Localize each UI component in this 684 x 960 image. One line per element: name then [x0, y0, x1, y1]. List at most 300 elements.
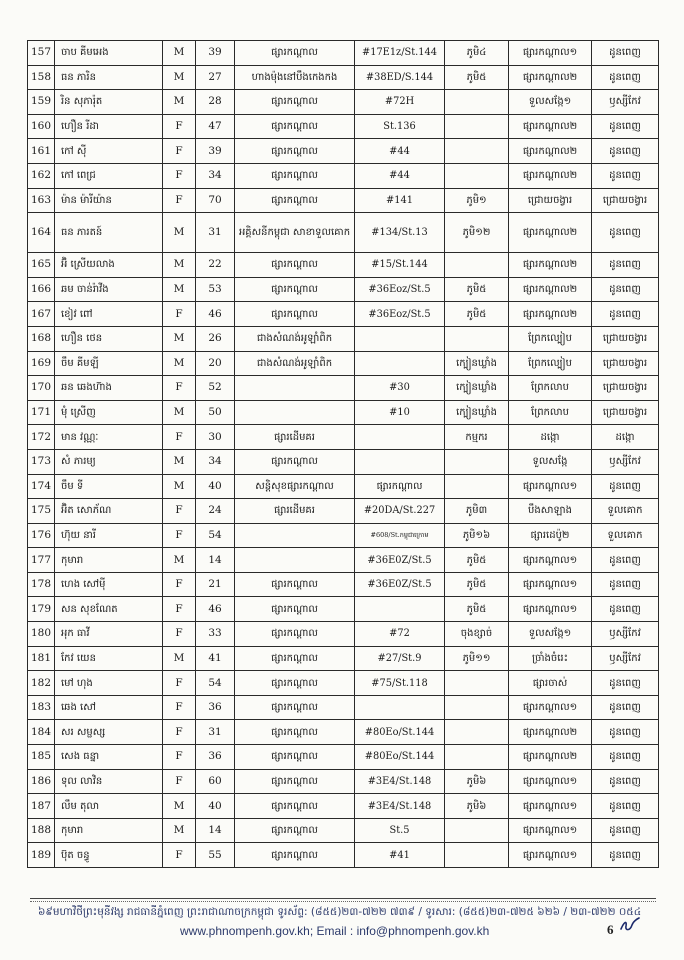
occupation-cell: ផ្សារកណ្ដាល [235, 572, 355, 597]
village-cell: ភូមិ១២ [445, 213, 509, 253]
village-cell: ភូមិ៦ [445, 794, 509, 819]
occupation-cell: ផ្សារកណ្ដាល [235, 622, 355, 647]
age-cell: 55 [196, 843, 235, 868]
sex-cell: M [163, 65, 196, 90]
district-cell: ដូនពេញ [592, 139, 659, 164]
village-cell [445, 163, 509, 188]
table-row [28, 163, 659, 188]
house-address-cell: #3E4/St.148 [355, 794, 445, 819]
person-name-cell: កុមារា [55, 548, 163, 573]
table-row [28, 597, 659, 622]
row-number-cell: 179 [28, 597, 55, 622]
village-cell [445, 90, 509, 115]
table-row [28, 400, 659, 425]
house-address-cell: #36Eoz/St.5 [355, 277, 445, 302]
commune-cell: ផ្សារកណ្ដាល២ [509, 139, 592, 164]
house-address-cell: #141 [355, 188, 445, 213]
occupation-cell [235, 400, 355, 425]
district-cell: ទួលគោក [592, 523, 659, 548]
person-name-cell: សំ ភារម្យ [55, 449, 163, 474]
village-cell [445, 253, 509, 278]
commune-cell: ផ្សារកណ្ដាល១ [509, 474, 592, 499]
table-row [28, 523, 659, 548]
footer-address: ៦៩មហាវិថីព្រះមុនីវង្ស រាជធានីភ្នំពេញ ព្រះរាជាណាចក្រកម្ពុជា ទូរស័ព្ទ: (៨៥៥)២៣-៧២២ ៧៣៩ / ទូរសារ: (៨៥៥)២៣-៧២៥ ៦២៦ / ២៣-៧២២ ០៥៤ [38, 906, 642, 918]
occupation-cell [235, 523, 355, 548]
district-cell: ជ្រោយចង្វារ [592, 351, 659, 376]
table-row [28, 843, 659, 868]
village-cell: ភូមិ៥ [445, 548, 509, 573]
table-row [28, 351, 659, 376]
footer-divider-dotted [30, 901, 656, 902]
table-row [28, 90, 659, 115]
village-cell [445, 818, 509, 843]
age-cell: 33 [196, 622, 235, 647]
age-cell: 21 [196, 572, 235, 597]
initials-mark-icon [618, 916, 642, 934]
age-cell: 40 [196, 474, 235, 499]
commune-cell: ព្រែកល្បៀប [509, 351, 592, 376]
commune-cell: ច្រាំងចំរេះ [509, 646, 592, 671]
sex-cell: F [163, 745, 196, 770]
village-cell [445, 671, 509, 696]
occupation-cell: ផ្សារកណ្ដាល [235, 745, 355, 770]
district-cell: ជ្រោយចង្វារ [592, 400, 659, 425]
sex-cell: M [163, 794, 196, 819]
occupation-cell: ផ្សារកណ្ដាល [235, 139, 355, 164]
district-cell: ដូនពេញ [592, 843, 659, 868]
occupation-cell: ផ្សារកណ្ដាល [235, 695, 355, 720]
footer-email-link[interactable]: info@phnompenh.gov.kh [356, 924, 490, 938]
sex-cell: M [163, 818, 196, 843]
village-cell: ក្បៀនឃ្លាំង [445, 351, 509, 376]
district-cell: ដូនពេញ [592, 277, 659, 302]
commune-cell: ផ្សារកណ្ដាល២ [509, 720, 592, 745]
table-row [28, 474, 659, 499]
age-cell: 14 [196, 818, 235, 843]
occupation-cell: ផ្សារកណ្ដាល [235, 720, 355, 745]
age-cell: 34 [196, 163, 235, 188]
table-row [28, 572, 659, 597]
sex-cell: F [163, 499, 196, 524]
age-cell: 41 [196, 646, 235, 671]
occupation-cell: ផ្សារកណ្ដាល [235, 769, 355, 794]
table-row [28, 302, 659, 327]
occupation-cell: ផ្សារកណ្ដាល [235, 449, 355, 474]
row-number-cell: 174 [28, 474, 55, 499]
district-cell: ជ្រោយចង្វារ [592, 188, 659, 213]
commune-cell: ផ្សារចាស់ [509, 671, 592, 696]
district-cell: ដង្កោ [592, 425, 659, 450]
commune-cell: ដង្កោ [509, 425, 592, 450]
sex-cell: F [163, 695, 196, 720]
commune-cell: ផ្សារកណ្ដាល១ [509, 794, 592, 819]
person-name-cell: មាន វណ្ណៈ [55, 425, 163, 450]
age-cell: 14 [196, 548, 235, 573]
person-name-cell: ធន ភារតន៍ [55, 213, 163, 253]
house-address-cell: #36E0Z/St.5 [355, 548, 445, 573]
person-name-cell: ចាប គីមអេង [55, 41, 163, 66]
sex-cell: F [163, 572, 196, 597]
person-name-cell: ចឹម គីមឡី [55, 351, 163, 376]
age-cell: 52 [196, 376, 235, 401]
village-cell: ភូមិ១៦ [445, 523, 509, 548]
sex-cell: F [163, 769, 196, 794]
district-cell: ដូនពេញ [592, 548, 659, 573]
table-row [28, 818, 659, 843]
person-name-cell: ធន ភារិន [55, 65, 163, 90]
table-row [28, 720, 659, 745]
house-address-cell: #36Eoz/St.5 [355, 302, 445, 327]
village-cell [445, 695, 509, 720]
occupation-cell: អគ្គិសនីកម្ពុជា សាខាទួលគោក [235, 213, 355, 253]
commune-cell: ផ្សារកណ្ដាល១ [509, 41, 592, 66]
table-row [28, 769, 659, 794]
house-address-cell [355, 695, 445, 720]
row-number-cell: 186 [28, 769, 55, 794]
district-cell: ទួលគោក [592, 499, 659, 524]
row-number-cell: 163 [28, 188, 55, 213]
house-address-cell [355, 326, 445, 351]
commune-cell: ផ្សារកណ្ដាល២ [509, 65, 592, 90]
village-cell: ភូមិ៣ [445, 499, 509, 524]
house-address-cell: #72H [355, 90, 445, 115]
village-cell: ភូមិ៤ [445, 41, 509, 66]
person-name-cell: កៅ ស៊ី [55, 139, 163, 164]
district-cell: ដូនពេញ [592, 302, 659, 327]
occupation-cell: ផ្សារដើមគរ [235, 499, 355, 524]
commune-cell: ផ្សារកណ្ដាល២ [509, 745, 592, 770]
district-cell: ដូនពេញ [592, 474, 659, 499]
footer-contact: www.phnompenh.gov.kh; Email : info@phnompenh.gov.kh [180, 924, 490, 938]
person-name-cell: ម៉ាន ម៉ារីយ៉ាន [55, 188, 163, 213]
row-number-cell: 188 [28, 818, 55, 843]
age-cell: 34 [196, 449, 235, 474]
house-address-cell [355, 597, 445, 622]
commune-cell: ផ្សារកណ្ដាល១ [509, 769, 592, 794]
occupation-cell: សន្តិសុខផ្សារកណ្ដាល [235, 474, 355, 499]
footer-email-label: Email : [316, 924, 354, 938]
house-address-cell: #38ED/S.144 [355, 65, 445, 90]
commune-cell: ផ្សារកណ្ដាល២ [509, 163, 592, 188]
age-cell: 30 [196, 425, 235, 450]
village-cell: ភូមិ៥ [445, 302, 509, 327]
table-row [28, 41, 659, 66]
row-number-cell: 172 [28, 425, 55, 450]
age-cell: 26 [196, 326, 235, 351]
house-address-cell: #80Eo/St.144 [355, 720, 445, 745]
row-number-cell: 166 [28, 277, 55, 302]
village-cell: ភូមិ១១ [445, 646, 509, 671]
row-number-cell: 167 [28, 302, 55, 327]
row-number-cell: 183 [28, 695, 55, 720]
table-row [28, 745, 659, 770]
row-number-cell: 182 [28, 671, 55, 696]
occupation-cell: ផ្សារកណ្ដាល [235, 597, 355, 622]
sex-cell: M [163, 646, 196, 671]
age-cell: 22 [196, 253, 235, 278]
occupation-cell: ផ្សារកណ្ដាល [235, 671, 355, 696]
age-cell: 50 [196, 400, 235, 425]
age-cell: 31 [196, 213, 235, 253]
row-number-cell: 159 [28, 90, 55, 115]
house-address-cell: #134/St.13 [355, 213, 445, 253]
table-row [28, 794, 659, 819]
district-cell: ដូនពេញ [592, 671, 659, 696]
person-name-cell: លឹម តុលា [55, 794, 163, 819]
table-row [28, 213, 659, 253]
age-cell: 28 [196, 90, 235, 115]
district-cell: ដូនពេញ [592, 213, 659, 253]
village-cell: ភូមិ៥ [445, 572, 509, 597]
row-number-cell: 162 [28, 163, 55, 188]
occupation-cell: ហាងម៉ុងនៅបឹងកេងកង [235, 65, 355, 90]
age-cell: 46 [196, 302, 235, 327]
table-row [28, 139, 659, 164]
village-cell [445, 114, 509, 139]
table-row [28, 622, 659, 647]
row-number-cell: 158 [28, 65, 55, 90]
row-number-cell: 181 [28, 646, 55, 671]
district-cell: ដូនពេញ [592, 769, 659, 794]
occupation-cell: ផ្សារកណ្ដាល [235, 794, 355, 819]
district-cell: ដូនពេញ [592, 745, 659, 770]
person-name-cell: មុំ ស្រេីញ [55, 400, 163, 425]
sex-cell: M [163, 277, 196, 302]
sex-cell: F [163, 188, 196, 213]
table-body [28, 41, 659, 868]
person-name-cell: សេង ធន្នា [55, 745, 163, 770]
village-cell [445, 139, 509, 164]
district-cell: ឫស្សីកែវ [592, 90, 659, 115]
occupation-cell: ផ្សារកណ្ដាល [235, 277, 355, 302]
person-name-cell: រិន សុភារ៉ុត [55, 90, 163, 115]
age-cell: 54 [196, 523, 235, 548]
village-cell: ភូមិ៥ [445, 597, 509, 622]
sex-cell: F [163, 523, 196, 548]
sex-cell: F [163, 302, 196, 327]
row-number-cell: 184 [28, 720, 55, 745]
commune-cell: ព្រែកលាប [509, 376, 592, 401]
house-address-cell: #10 [355, 400, 445, 425]
row-number-cell: 168 [28, 326, 55, 351]
house-address-cell: ផ្សារកណ្ដាល [355, 474, 445, 499]
table-row [28, 499, 659, 524]
village-cell: ក្បៀនឃ្លាំង [445, 376, 509, 401]
sex-cell: F [163, 622, 196, 647]
row-number-cell: 187 [28, 794, 55, 819]
sex-cell: F [163, 139, 196, 164]
district-cell: ជ្រោយចង្វារ [592, 376, 659, 401]
occupation-cell: ផ្សារដើមគរ [235, 425, 355, 450]
district-cell: ដូនពេញ [592, 114, 659, 139]
house-address-cell: #36E0Z/St.5 [355, 572, 445, 597]
age-cell: 36 [196, 695, 235, 720]
house-address-cell: #75/St.118 [355, 671, 445, 696]
footer-website-link[interactable]: www.phnompenh.gov.kh [180, 924, 310, 938]
person-name-cell: សន សុខណែត [55, 597, 163, 622]
row-number-cell: 160 [28, 114, 55, 139]
row-number-cell: 189 [28, 843, 55, 868]
sex-cell: F [163, 425, 196, 450]
sex-cell: F [163, 720, 196, 745]
occupation-cell: ផ្សារកណ្ដាល [235, 302, 355, 327]
person-name-cell: មៅ ហុង [55, 671, 163, 696]
commune-cell: ទួលសង្កែ [509, 449, 592, 474]
table-row [28, 425, 659, 450]
row-number-cell: 169 [28, 351, 55, 376]
house-address-cell: #27/St.9 [355, 646, 445, 671]
sex-cell: M [163, 474, 196, 499]
table-row [28, 548, 659, 573]
house-address-cell [355, 449, 445, 474]
age-cell: 70 [196, 188, 235, 213]
age-cell: 46 [196, 597, 235, 622]
commune-cell: ផ្សារកណ្ដាល២ [509, 277, 592, 302]
commune-cell: ផ្សារកណ្ដាល២ [509, 213, 592, 253]
table-row [28, 449, 659, 474]
footer-divider [30, 898, 656, 899]
district-cell: ឫស្សីកែវ [592, 646, 659, 671]
commune-cell: ផ្សារដេប៉ូ២ [509, 523, 592, 548]
sex-cell: M [163, 213, 196, 253]
row-number-cell: 176 [28, 523, 55, 548]
table-row [28, 188, 659, 213]
age-cell: 47 [196, 114, 235, 139]
district-cell: ឫស្សីកែវ [592, 622, 659, 647]
row-number-cell: 178 [28, 572, 55, 597]
house-address-cell: #80Eo/St.144 [355, 745, 445, 770]
age-cell: 20 [196, 351, 235, 376]
row-number-cell: 161 [28, 139, 55, 164]
district-cell: ដូនពេញ [592, 720, 659, 745]
house-address-cell: #30 [355, 376, 445, 401]
house-address-cell: #44 [355, 163, 445, 188]
occupation-cell: ផ្សារកណ្ដាល [235, 188, 355, 213]
village-cell [445, 449, 509, 474]
village-cell [445, 474, 509, 499]
occupation-cell [235, 376, 355, 401]
house-address-cell [355, 425, 445, 450]
sex-cell: F [163, 843, 196, 868]
occupation-cell [235, 548, 355, 573]
district-cell: ដូនពេញ [592, 794, 659, 819]
district-cell: ដូនពេញ [592, 695, 659, 720]
age-cell: 24 [196, 499, 235, 524]
person-name-cell: ទុល លាវិន [55, 769, 163, 794]
village-cell: ចុងខ្សាច់ [445, 622, 509, 647]
commune-cell: ផ្សារកណ្ដាល១ [509, 695, 592, 720]
occupation-cell: ផ្សារកណ្ដាល [235, 646, 355, 671]
village-cell [445, 720, 509, 745]
commune-cell: ផ្សារកណ្ដាល១ [509, 597, 592, 622]
table-row [28, 326, 659, 351]
sex-cell: M [163, 351, 196, 376]
age-cell: 27 [196, 65, 235, 90]
district-cell: ដូនពេញ [592, 65, 659, 90]
commune-cell: ទួលសង្កែ១ [509, 90, 592, 115]
person-name-cell: ហ៊ុយ នារី [55, 523, 163, 548]
house-address-cell: #41 [355, 843, 445, 868]
district-cell: ដូនពេញ [592, 253, 659, 278]
sex-cell: M [163, 326, 196, 351]
person-name-cell: ហេង សៅម៉ី [55, 572, 163, 597]
person-name-cell: ចឹម ទី [55, 474, 163, 499]
sex-cell: F [163, 163, 196, 188]
person-name-cell: សរ សម្ផស្ស [55, 720, 163, 745]
occupation-cell: ផ្សារកណ្ដាល [235, 818, 355, 843]
row-number-cell: 185 [28, 745, 55, 770]
row-number-cell: 180 [28, 622, 55, 647]
person-name-cell: ឆន ឆេងហ៊ាង [55, 376, 163, 401]
occupation-cell: ជាងសំណង់អូឡាំពិក [235, 351, 355, 376]
person-name-cell: ខៀវ ពៅ [55, 302, 163, 327]
commune-cell: ផ្សារកណ្ដាល២ [509, 253, 592, 278]
commune-cell: ជ្រោយចង្វារ [509, 188, 592, 213]
age-cell: 54 [196, 671, 235, 696]
person-name-cell: ឆម ចាន់រ៉ាវីង [55, 277, 163, 302]
row-number-cell: 157 [28, 41, 55, 66]
village-cell: ភូមិ១ [445, 188, 509, 213]
district-cell: ឫស្សីកែវ [592, 449, 659, 474]
occupation-cell: ផ្សារកណ្ដាល [235, 843, 355, 868]
row-number-cell: 175 [28, 499, 55, 524]
table-row [28, 695, 659, 720]
sex-cell: M [163, 449, 196, 474]
house-address-cell [355, 351, 445, 376]
table-row [28, 646, 659, 671]
district-cell: ដូនពេញ [592, 163, 659, 188]
district-cell: ដូនពេញ [592, 818, 659, 843]
age-cell: 60 [196, 769, 235, 794]
village-cell [445, 326, 509, 351]
commune-cell: ផ្សារកណ្ដាល១ [509, 548, 592, 573]
age-cell: 53 [196, 277, 235, 302]
person-name-cell: ហឿន ថេន [55, 326, 163, 351]
house-address-cell: #15/St.144 [355, 253, 445, 278]
district-cell: ដូនពេញ [592, 597, 659, 622]
commune-cell: ផ្សារកណ្ដាល២ [509, 114, 592, 139]
occupation-cell: ផ្សារកណ្ដាល [235, 114, 355, 139]
village-cell [445, 745, 509, 770]
occupation-cell: ផ្សារកណ្ដាល [235, 163, 355, 188]
house-address-cell: #20DA/St.227 [355, 499, 445, 524]
district-cell: ដូនពេញ [592, 572, 659, 597]
row-number-cell: 177 [28, 548, 55, 573]
table-row [28, 376, 659, 401]
row-number-cell: 164 [28, 213, 55, 253]
occupation-cell: ផ្សារកណ្ដាល [235, 41, 355, 66]
house-address-cell: #608/St.កម្ពុជាក្រោម [355, 523, 445, 548]
village-cell: ក្បៀនឃ្លាំង [445, 400, 509, 425]
person-name-cell: អ៊ិ ស្រេីយលាង [55, 253, 163, 278]
village-cell: កម្មករ [445, 425, 509, 450]
age-cell: 40 [196, 794, 235, 819]
house-address-cell: #3E4/St.148 [355, 769, 445, 794]
house-address-cell: St.136 [355, 114, 445, 139]
person-name-cell: អ៊ិត សោភ័ណ [55, 499, 163, 524]
person-name-cell: កុមារា [55, 818, 163, 843]
sex-cell: F [163, 376, 196, 401]
village-cell: ភូមិ៦ [445, 769, 509, 794]
house-address-cell: #72 [355, 622, 445, 647]
row-number-cell: 170 [28, 376, 55, 401]
house-address-cell: #17E1z/St.144 [355, 41, 445, 66]
village-cell: ភូមិ៥ [445, 277, 509, 302]
sex-cell: M [163, 400, 196, 425]
sex-cell: M [163, 253, 196, 278]
table-row [28, 277, 659, 302]
table-row [28, 65, 659, 90]
